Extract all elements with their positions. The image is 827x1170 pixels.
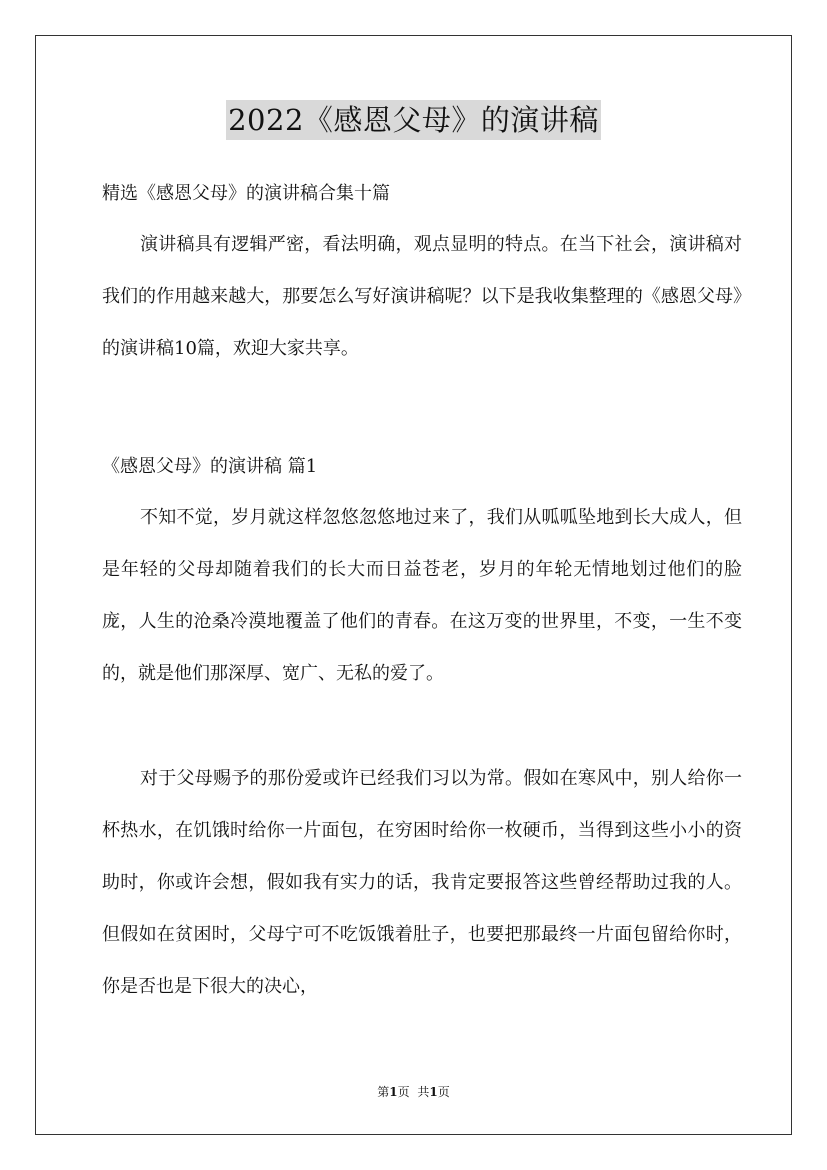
footer-page-number: 1 [389, 1085, 398, 1099]
page-footer [0, 1083, 827, 1100]
section-heading: 《感恩父母》的演讲稿 篇1 [102, 456, 318, 477]
footer-page-prefix: 第 [377, 1085, 390, 1099]
title-container [0, 100, 827, 140]
footer-page-suffix: 页 [397, 1085, 410, 1099]
document-subtitle: 精选《感恩父母》的演讲稿合集十篇 [102, 183, 390, 204]
body-paragraph-1: 不知不觉，岁月就这样忽悠忽悠地过来了，我们从呱呱坠地到长大成人，但是年轻的父母却随着我们的长大而日益苍老，岁月的年轮无情地划过他们的脸庞，人生的沧桑冷漠地覆盖了他们的青春。在这万变的世界里，不变，一生不变的，就是他们那深厚、宽广、无私的爱了。 [102, 507, 742, 684]
document-title: 2022《感恩父母》的演讲稿 [226, 100, 601, 140]
footer-total-prefix: 共 [417, 1085, 430, 1099]
intro-paragraph: 演讲稿具有逻辑严密，看法明确，观点显明的特点。在当下社会，演讲稿对我们的作用越来越大，那要怎么写好演讲稿呢？以下是我收集整理的《感恩父母》的演讲稿10篇，欢迎大家共享。 [102, 234, 742, 359]
body-paragraph-2: 对于父母赐予的那份爱或许已经我们习以为常。假如在寒风中，别人给你一杯热水，在饥饿时给你一片面包，在穷困时给你一枚硬币，当得到这些小小的资助时，你或许会想，假如我有实力的话，我肯定要报答这些曾经帮助过我的人。但假如在贫困时，父母宁可不吃饭饿着肚子，也要把那最终一片面包留给你时，你是否也是下很大的决心， [102, 768, 742, 997]
footer-total-pages: 1 [429, 1085, 438, 1099]
footer-total-suffix: 页 [437, 1085, 450, 1099]
